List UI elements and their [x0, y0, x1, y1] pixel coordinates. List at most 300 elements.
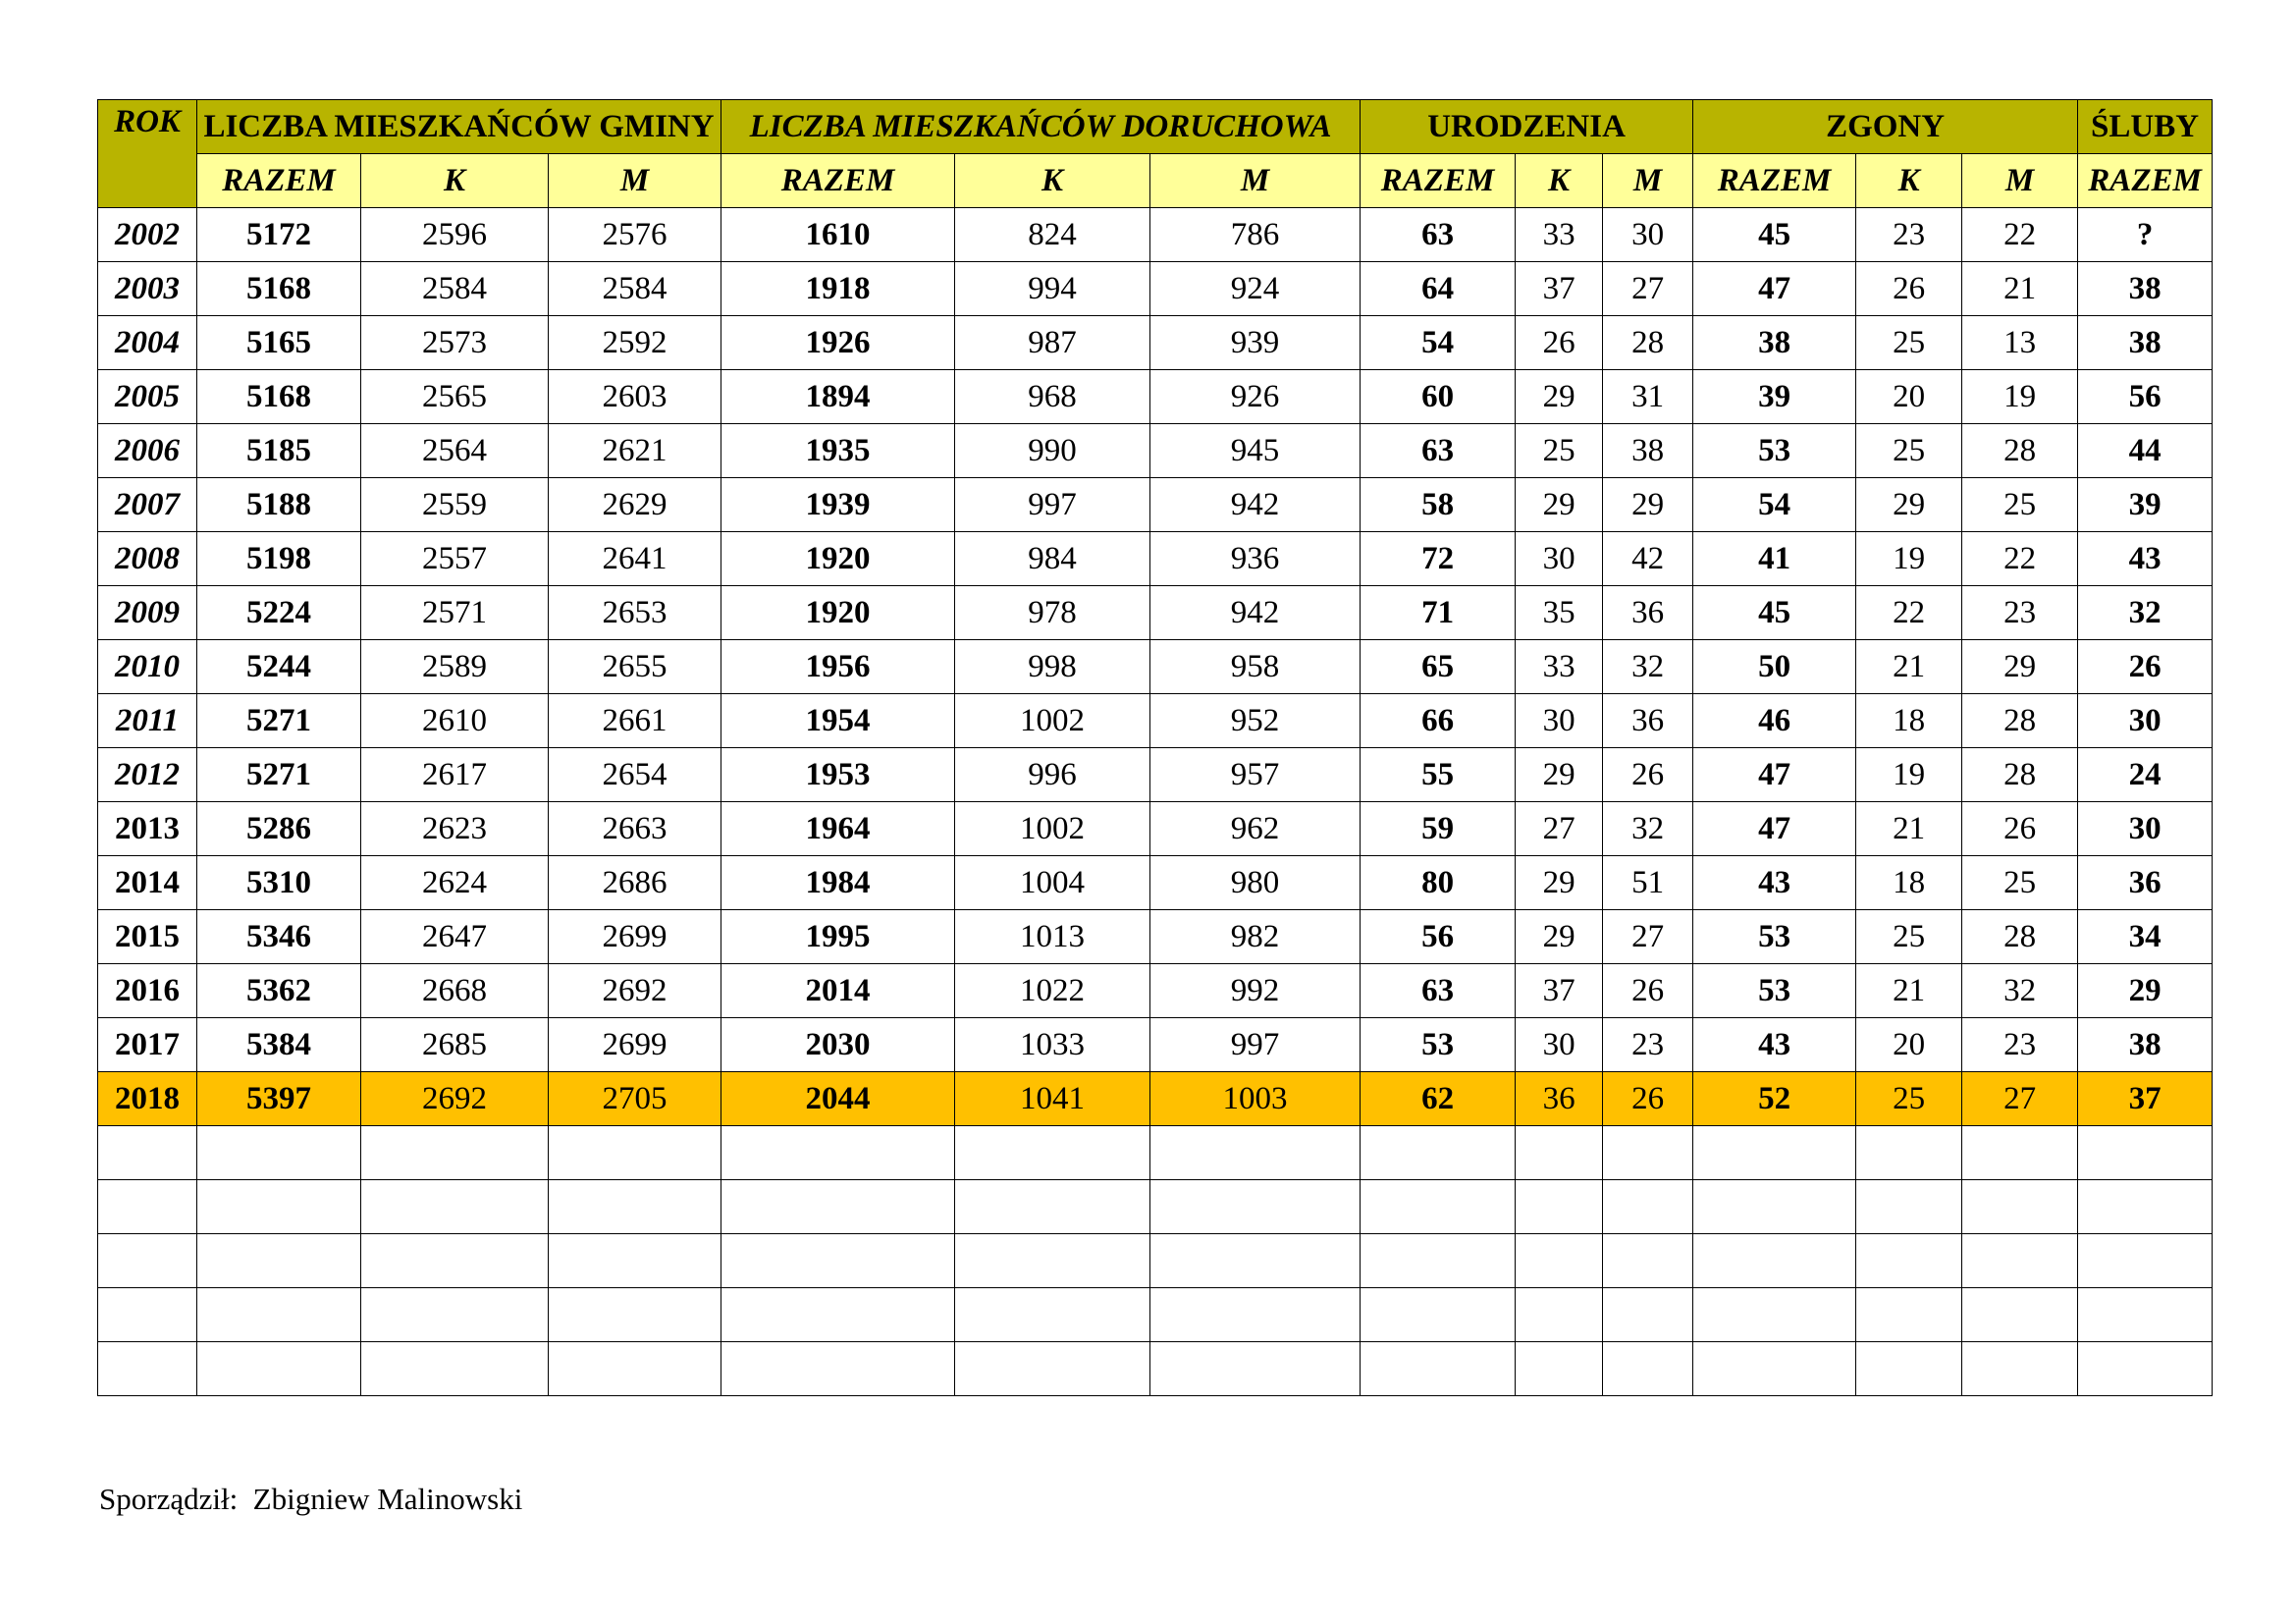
empty-cell — [197, 1234, 361, 1288]
value-cell: 19 — [1856, 532, 1962, 586]
subheader-cell: M — [1962, 154, 2078, 208]
value-cell: 982 — [1150, 910, 1361, 964]
value-cell: 53 — [1361, 1018, 1516, 1072]
value-cell: 997 — [1150, 1018, 1361, 1072]
year-cell: 2006 — [98, 424, 197, 478]
value-cell: 39 — [2078, 478, 2213, 532]
empty-cell — [1516, 1126, 1603, 1180]
value-cell: 23 — [1962, 1018, 2078, 1072]
empty-cell — [98, 1234, 197, 1288]
value-cell: 987 — [955, 316, 1150, 370]
year-cell: 2005 — [98, 370, 197, 424]
value-cell: 1003 — [1150, 1072, 1361, 1126]
value-cell: 786 — [1150, 208, 1361, 262]
value-cell: 30 — [2078, 802, 2213, 856]
value-cell: 1920 — [721, 586, 955, 640]
value-cell: 2573 — [361, 316, 549, 370]
sluby-header: ŚLUBY — [2078, 100, 2213, 154]
subheader-cell: RAZEM — [2078, 154, 2213, 208]
value-cell: 994 — [955, 262, 1150, 316]
subheader-cell: K — [1856, 154, 1962, 208]
empty-cell — [361, 1342, 549, 1396]
value-cell: 2692 — [361, 1072, 549, 1126]
value-cell: 5224 — [197, 586, 361, 640]
value-cell: 1995 — [721, 910, 955, 964]
empty-row — [98, 1180, 2213, 1234]
value-cell: 2623 — [361, 802, 549, 856]
empty-cell — [1150, 1342, 1361, 1396]
empty-cell — [1856, 1180, 1962, 1234]
value-cell: 56 — [2078, 370, 2213, 424]
value-cell: 50 — [1693, 640, 1856, 694]
value-cell: 22 — [1856, 586, 1962, 640]
value-cell: 945 — [1150, 424, 1361, 478]
value-cell: 2699 — [549, 910, 721, 964]
value-cell: 54 — [1361, 316, 1516, 370]
value-cell: 45 — [1693, 586, 1856, 640]
value-cell: 1610 — [721, 208, 955, 262]
value-cell: 43 — [2078, 532, 2213, 586]
value-cell: 55 — [1361, 748, 1516, 802]
value-cell: 996 — [955, 748, 1150, 802]
value-cell: 2584 — [549, 262, 721, 316]
value-cell: 26 — [2078, 640, 2213, 694]
value-cell: 32 — [1603, 640, 1693, 694]
value-cell: 63 — [1361, 208, 1516, 262]
empty-row — [98, 1342, 2213, 1396]
empty-cell — [1361, 1126, 1516, 1180]
value-cell: 1041 — [955, 1072, 1150, 1126]
value-cell: 36 — [1603, 586, 1693, 640]
empty-cell — [2078, 1126, 2213, 1180]
empty-cell — [1603, 1288, 1693, 1342]
empty-cell — [2078, 1288, 2213, 1342]
value-cell: 38 — [2078, 262, 2213, 316]
subheader-cell: M — [1150, 154, 1361, 208]
value-cell: 5185 — [197, 424, 361, 478]
value-cell: 2617 — [361, 748, 549, 802]
value-cell: 37 — [2078, 1072, 2213, 1126]
value-cell: 45 — [1693, 208, 1856, 262]
value-cell: 32 — [2078, 586, 2213, 640]
empty-cell — [98, 1342, 197, 1396]
value-cell: 41 — [1693, 532, 1856, 586]
value-cell: 71 — [1361, 586, 1516, 640]
empty-cell — [2078, 1342, 2213, 1396]
value-cell: 5271 — [197, 748, 361, 802]
value-cell: 2603 — [549, 370, 721, 424]
value-cell: 942 — [1150, 478, 1361, 532]
value-cell: 23 — [1603, 1018, 1693, 1072]
value-cell: 28 — [1962, 748, 2078, 802]
population-statistics-table — [97, 99, 2213, 1396]
value-cell: 5188 — [197, 478, 361, 532]
value-cell: 43 — [1693, 1018, 1856, 1072]
value-cell: 939 — [1150, 316, 1361, 370]
value-cell: 992 — [1150, 964, 1361, 1018]
value-cell: 1002 — [955, 694, 1150, 748]
value-cell: 958 — [1150, 640, 1361, 694]
value-cell: 1918 — [721, 262, 955, 316]
value-cell: 38 — [1603, 424, 1693, 478]
value-cell: 28 — [1962, 694, 2078, 748]
value-cell: 980 — [1150, 856, 1361, 910]
value-cell: 1984 — [721, 856, 955, 910]
empty-cell — [549, 1342, 721, 1396]
table-row — [98, 478, 2213, 532]
empty-cell — [549, 1288, 721, 1342]
empty-cell — [1603, 1180, 1693, 1234]
value-cell: 824 — [955, 208, 1150, 262]
value-cell: 38 — [2078, 1018, 2213, 1072]
subheader-cell: RAZEM — [1361, 154, 1516, 208]
empty-cell — [1361, 1288, 1516, 1342]
empty-cell — [1962, 1342, 2078, 1396]
value-cell: 21 — [1962, 262, 2078, 316]
group-header-row — [98, 100, 2213, 154]
year-cell: 2002 — [98, 208, 197, 262]
value-cell: 924 — [1150, 262, 1361, 316]
value-cell: 2692 — [549, 964, 721, 1018]
value-cell: 2647 — [361, 910, 549, 964]
empty-cell — [1361, 1234, 1516, 1288]
subheader-cell: K — [955, 154, 1150, 208]
table-row — [98, 1072, 2213, 1126]
year-cell: 2015 — [98, 910, 197, 964]
value-cell: 35 — [1516, 586, 1603, 640]
value-cell: 2592 — [549, 316, 721, 370]
value-cell: 26 — [1603, 748, 1693, 802]
subheader-row — [98, 154, 2213, 208]
table-row — [98, 640, 2213, 694]
value-cell: 34 — [2078, 910, 2213, 964]
value-cell: 1939 — [721, 478, 955, 532]
empty-cell — [1962, 1234, 2078, 1288]
year-cell: 2018 — [98, 1072, 197, 1126]
subheader-cell: K — [1516, 154, 1603, 208]
value-cell: 65 — [1361, 640, 1516, 694]
value-cell: 978 — [955, 586, 1150, 640]
empty-cell — [721, 1234, 955, 1288]
value-cell: 63 — [1361, 424, 1516, 478]
value-cell: 2705 — [549, 1072, 721, 1126]
empty-cell — [1856, 1234, 1962, 1288]
value-cell: 29 — [1516, 370, 1603, 424]
value-cell: 47 — [1693, 262, 1856, 316]
value-cell: 66 — [1361, 694, 1516, 748]
value-cell: 26 — [1856, 262, 1962, 316]
value-cell: 24 — [2078, 748, 2213, 802]
value-cell: 2610 — [361, 694, 549, 748]
value-cell: 30 — [2078, 694, 2213, 748]
empty-cell — [1856, 1288, 1962, 1342]
value-cell: 52 — [1693, 1072, 1856, 1126]
table-row — [98, 424, 2213, 478]
year-cell: 2011 — [98, 694, 197, 748]
year-cell: 2003 — [98, 262, 197, 316]
empty-cell — [955, 1342, 1150, 1396]
table-row — [98, 856, 2213, 910]
empty-cell — [1150, 1234, 1361, 1288]
value-cell: 5362 — [197, 964, 361, 1018]
value-cell: 1935 — [721, 424, 955, 478]
empty-cell — [721, 1180, 955, 1234]
value-cell: 56 — [1361, 910, 1516, 964]
table-row — [98, 532, 2213, 586]
value-cell: 2621 — [549, 424, 721, 478]
value-cell: 2571 — [361, 586, 549, 640]
empty-cell — [1150, 1288, 1361, 1342]
value-cell: 1964 — [721, 802, 955, 856]
empty-cell — [1603, 1234, 1693, 1288]
value-cell: 59 — [1361, 802, 1516, 856]
empty-cell — [197, 1288, 361, 1342]
value-cell: 29 — [1603, 478, 1693, 532]
value-cell: 29 — [1516, 748, 1603, 802]
empty-cell — [721, 1342, 955, 1396]
value-cell: 1954 — [721, 694, 955, 748]
doruchow-header: LICZBA MIESZKAŃCÓW DORUCHOWA — [721, 100, 1361, 154]
empty-cell — [2078, 1180, 2213, 1234]
value-cell: 27 — [1603, 262, 1693, 316]
year-cell: 2004 — [98, 316, 197, 370]
value-cell: 5198 — [197, 532, 361, 586]
value-cell: 43 — [1693, 856, 1856, 910]
empty-cell — [197, 1126, 361, 1180]
empty-cell — [1962, 1288, 2078, 1342]
value-cell: 47 — [1693, 802, 1856, 856]
value-cell: 1033 — [955, 1018, 1150, 1072]
empty-cell — [197, 1342, 361, 1396]
value-cell: 2699 — [549, 1018, 721, 1072]
value-cell: 998 — [955, 640, 1150, 694]
empty-cell — [2078, 1234, 2213, 1288]
year-cell: 2014 — [98, 856, 197, 910]
value-cell: ? — [2078, 208, 2213, 262]
value-cell: 29 — [1962, 640, 2078, 694]
urodzenia-header: URODZENIA — [1361, 100, 1693, 154]
value-cell: 5384 — [197, 1018, 361, 1072]
value-cell: 29 — [1856, 478, 1962, 532]
value-cell: 2596 — [361, 208, 549, 262]
zgony-header: ZGONY — [1693, 100, 2078, 154]
empty-cell — [98, 1288, 197, 1342]
value-cell: 1004 — [955, 856, 1150, 910]
value-cell: 47 — [1693, 748, 1856, 802]
empty-cell — [1603, 1126, 1693, 1180]
subheader-cell: K — [361, 154, 549, 208]
year-cell: 2007 — [98, 478, 197, 532]
table-row — [98, 748, 2213, 802]
value-cell: 1956 — [721, 640, 955, 694]
year-cell: 2013 — [98, 802, 197, 856]
value-cell: 997 — [955, 478, 1150, 532]
value-cell: 2584 — [361, 262, 549, 316]
gmina-header: LICZBA MIESZKAŃCÓW GMINY — [197, 100, 721, 154]
value-cell: 1022 — [955, 964, 1150, 1018]
value-cell: 5172 — [197, 208, 361, 262]
empty-cell — [955, 1126, 1150, 1180]
value-cell: 27 — [1603, 910, 1693, 964]
value-cell: 5271 — [197, 694, 361, 748]
empty-cell — [1856, 1342, 1962, 1396]
value-cell: 64 — [1361, 262, 1516, 316]
value-cell: 51 — [1603, 856, 1693, 910]
rok-header: ROK — [98, 100, 197, 208]
subheader-cell: RAZEM — [197, 154, 361, 208]
empty-cell — [361, 1234, 549, 1288]
value-cell: 29 — [2078, 964, 2213, 1018]
subheader-cell: RAZEM — [721, 154, 955, 208]
value-cell: 80 — [1361, 856, 1516, 910]
value-cell: 2685 — [361, 1018, 549, 1072]
value-cell: 5397 — [197, 1072, 361, 1126]
value-cell: 990 — [955, 424, 1150, 478]
value-cell: 21 — [1856, 802, 1962, 856]
value-cell: 30 — [1516, 532, 1603, 586]
empty-cell — [1516, 1342, 1603, 1396]
value-cell: 2624 — [361, 856, 549, 910]
empty-cell — [1361, 1342, 1516, 1396]
table-row — [98, 1018, 2213, 1072]
author-credit: Sporządził: Zbigniew Malinowski — [99, 1482, 523, 1516]
value-cell: 53 — [1693, 910, 1856, 964]
value-cell: 2564 — [361, 424, 549, 478]
value-cell: 23 — [1856, 208, 1962, 262]
empty-cell — [1603, 1342, 1693, 1396]
value-cell: 2014 — [721, 964, 955, 1018]
empty-cell — [1693, 1342, 1856, 1396]
value-cell: 18 — [1856, 694, 1962, 748]
value-cell: 28 — [1962, 424, 2078, 478]
value-cell: 2654 — [549, 748, 721, 802]
table-row — [98, 802, 2213, 856]
value-cell: 2557 — [361, 532, 549, 586]
value-cell: 25 — [1856, 1072, 1962, 1126]
empty-cell — [197, 1180, 361, 1234]
value-cell: 936 — [1150, 532, 1361, 586]
subheader-cell: RAZEM — [1693, 154, 1856, 208]
value-cell: 25 — [1516, 424, 1603, 478]
value-cell: 46 — [1693, 694, 1856, 748]
value-cell: 2661 — [549, 694, 721, 748]
value-cell: 38 — [2078, 316, 2213, 370]
year-cell: 2017 — [98, 1018, 197, 1072]
empty-cell — [549, 1180, 721, 1234]
value-cell: 29 — [1516, 478, 1603, 532]
empty-cell — [1962, 1126, 2078, 1180]
value-cell: 29 — [1516, 910, 1603, 964]
value-cell: 2663 — [549, 802, 721, 856]
table-row — [98, 262, 2213, 316]
value-cell: 2589 — [361, 640, 549, 694]
empty-cell — [1962, 1180, 2078, 1234]
value-cell: 1013 — [955, 910, 1150, 964]
value-cell: 28 — [1962, 910, 2078, 964]
table-body — [98, 208, 2213, 1396]
empty-cell — [955, 1234, 1150, 1288]
value-cell: 58 — [1361, 478, 1516, 532]
value-cell: 30 — [1516, 694, 1603, 748]
value-cell: 37 — [1516, 262, 1603, 316]
value-cell: 26 — [1603, 1072, 1693, 1126]
value-cell: 38 — [1693, 316, 1856, 370]
value-cell: 2686 — [549, 856, 721, 910]
value-cell: 962 — [1150, 802, 1361, 856]
value-cell: 30 — [1516, 1018, 1603, 1072]
value-cell: 33 — [1516, 640, 1603, 694]
value-cell: 13 — [1962, 316, 2078, 370]
year-cell: 2012 — [98, 748, 197, 802]
value-cell: 19 — [1856, 748, 1962, 802]
value-cell: 1920 — [721, 532, 955, 586]
empty-cell — [361, 1288, 549, 1342]
value-cell: 63 — [1361, 964, 1516, 1018]
value-cell: 26 — [1962, 802, 2078, 856]
value-cell: 32 — [1962, 964, 2078, 1018]
empty-cell — [1693, 1234, 1856, 1288]
empty-cell — [721, 1288, 955, 1342]
subheader-cell: M — [549, 154, 721, 208]
value-cell: 25 — [1962, 856, 2078, 910]
value-cell: 42 — [1603, 532, 1693, 586]
empty-row — [98, 1234, 2213, 1288]
value-cell: 32 — [1603, 802, 1693, 856]
value-cell: 60 — [1361, 370, 1516, 424]
empty-cell — [1150, 1126, 1361, 1180]
value-cell: 2655 — [549, 640, 721, 694]
empty-cell — [1693, 1288, 1856, 1342]
value-cell: 1894 — [721, 370, 955, 424]
value-cell: 39 — [1693, 370, 1856, 424]
value-cell: 25 — [1962, 478, 2078, 532]
value-cell: 984 — [955, 532, 1150, 586]
value-cell: 22 — [1962, 532, 2078, 586]
value-cell: 23 — [1962, 586, 2078, 640]
value-cell: 5168 — [197, 370, 361, 424]
value-cell: 2653 — [549, 586, 721, 640]
value-cell: 20 — [1856, 370, 1962, 424]
value-cell: 53 — [1693, 964, 1856, 1018]
year-cell: 2010 — [98, 640, 197, 694]
value-cell: 72 — [1361, 532, 1516, 586]
value-cell: 29 — [1516, 856, 1603, 910]
value-cell: 2044 — [721, 1072, 955, 1126]
value-cell: 2030 — [721, 1018, 955, 1072]
value-cell: 25 — [1856, 910, 1962, 964]
value-cell: 44 — [2078, 424, 2213, 478]
value-cell: 26 — [1603, 964, 1693, 1018]
empty-cell — [1361, 1180, 1516, 1234]
value-cell: 1926 — [721, 316, 955, 370]
value-cell: 36 — [2078, 856, 2213, 910]
value-cell: 942 — [1150, 586, 1361, 640]
year-cell: 2016 — [98, 964, 197, 1018]
value-cell: 19 — [1962, 370, 2078, 424]
empty-cell — [721, 1126, 955, 1180]
empty-row — [98, 1288, 2213, 1342]
value-cell: 926 — [1150, 370, 1361, 424]
value-cell: 5310 — [197, 856, 361, 910]
value-cell: 36 — [1516, 1072, 1603, 1126]
value-cell: 5346 — [197, 910, 361, 964]
value-cell: 2565 — [361, 370, 549, 424]
table-row — [98, 316, 2213, 370]
value-cell: 2559 — [361, 478, 549, 532]
table-row — [98, 910, 2213, 964]
empty-cell — [1516, 1180, 1603, 1234]
table-row — [98, 370, 2213, 424]
